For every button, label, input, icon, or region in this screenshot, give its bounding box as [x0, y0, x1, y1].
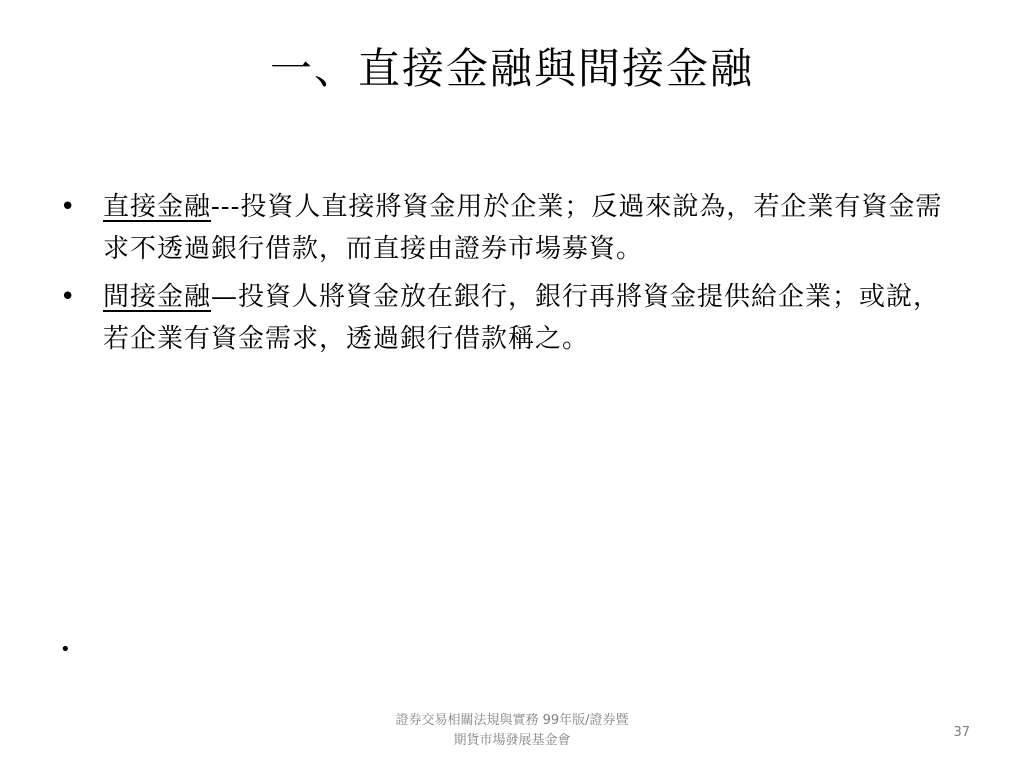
term-direct-finance: 直接金融: [103, 192, 212, 222]
bullet-marker: •: [60, 282, 77, 312]
bullet-item-indirect-finance: [60, 276, 960, 360]
page-number: 37: [953, 725, 970, 740]
footer-text: [352, 711, 672, 751]
term-indirect-finance: 間接金融: [103, 282, 212, 312]
bullet-marker: •: [60, 192, 77, 222]
bullet-text-indirect-finance: —投資人將資金放在銀行，銀行再將資金提供給企業；或說，若企業有資金需求，透過銀行借款稱之。: [103, 282, 941, 354]
slide-title: 一、直接金融與間接金融: [269, 44, 754, 93]
bullet-item-direct-finance: [60, 186, 960, 270]
bullet-text-direct-finance: ---投資人直接將資金用於企業；反過來說為，若企業有資金需求不透過銀行借款，而直接由證券市場募資。: [103, 192, 943, 264]
footer-line-1: 證券交易相關法規與實務 99年版/證券暨: [395, 713, 629, 728]
empty-bullet-marker: •: [60, 639, 71, 660]
bullet-list: [60, 186, 960, 366]
footer-line-2: 期貨市場發展基金會: [453, 733, 571, 748]
